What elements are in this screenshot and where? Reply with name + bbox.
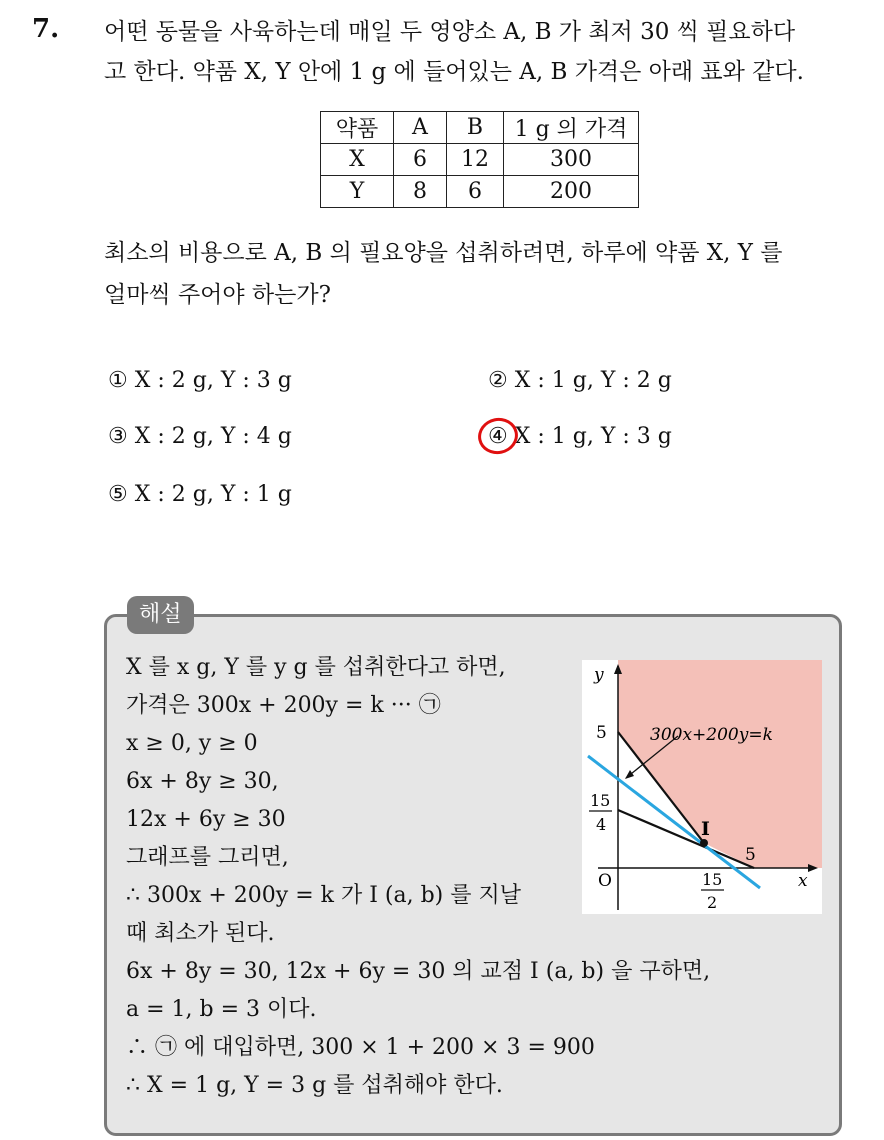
solution-line: 가격은 300x + 200y = k ··· ㉠ bbox=[126, 693, 441, 718]
origin-label: O bbox=[598, 871, 612, 891]
x-axis-label: x bbox=[798, 871, 808, 891]
choice-text: X : 1 g, Y : 3 g bbox=[514, 424, 672, 449]
question-number: 7. bbox=[32, 14, 60, 44]
question-continuation bbox=[104, 232, 864, 316]
y-tick-5: 5 bbox=[596, 723, 607, 743]
point-label: I bbox=[701, 818, 710, 840]
table-row bbox=[321, 144, 639, 176]
solution-line: 12x + 6y ≥ 30 bbox=[126, 807, 286, 832]
table-row bbox=[321, 176, 639, 208]
x-tick-5: 5 bbox=[745, 845, 756, 865]
table-cell: 300 bbox=[504, 144, 639, 176]
table-header: B bbox=[447, 112, 504, 144]
choice-5[interactable] bbox=[108, 482, 292, 507]
choice-text: X : 2 g, Y : 4 g bbox=[134, 424, 292, 449]
choice-number: ② bbox=[488, 368, 508, 393]
y-tick-frac-num: 15 bbox=[590, 791, 611, 810]
table-cell: X bbox=[321, 144, 394, 176]
choice-number: ⑤ bbox=[108, 482, 128, 507]
x-tick-frac-num: 15 bbox=[702, 870, 723, 889]
choice-text: X : 2 g, Y : 1 g bbox=[134, 482, 292, 507]
table-cell: 6 bbox=[447, 176, 504, 208]
x-tick-frac-den: 2 bbox=[707, 893, 718, 912]
solution-line: ∴ X = 1 g, Y = 3 g 를 섭취해야 한다. bbox=[126, 1073, 503, 1098]
question-text bbox=[104, 12, 864, 92]
question-line-1: 어떤 동물을 사육하는데 매일 두 영양소 A, B 가 최저 30 씩 필요하다 bbox=[104, 19, 796, 45]
y-tick-frac-den: 4 bbox=[596, 815, 607, 834]
question-line-4: 얼마씩 주어야 하는가? bbox=[104, 282, 331, 308]
solution-line: 그래프를 그리면, bbox=[126, 845, 289, 870]
question-line-3: 최소의 비용으로 A, B 의 필요양을 섭취하려면, 하루에 약품 X, Y 를 bbox=[104, 240, 783, 266]
cost-line-label: 300x+200y=k bbox=[650, 725, 773, 745]
answer-circle-mark bbox=[475, 414, 522, 458]
intersection-point bbox=[700, 839, 708, 847]
solution-line: 때 최소가 된다. bbox=[126, 921, 275, 946]
question-line-2: 고 한다. 약품 X, Y 안에 1 g 에 들어있는 A, B 가격은 아래 표와 같다. bbox=[104, 59, 804, 85]
solution-line: a = 1, b = 3 이다. bbox=[126, 997, 317, 1022]
choice-number: ① bbox=[108, 368, 128, 393]
choice-text: X : 2 g, Y : 3 g bbox=[134, 368, 292, 393]
solution-line: 6x + 8y = 30, 12x + 6y = 30 의 교점 I (a, b) 을 구하면, bbox=[126, 959, 711, 984]
table-cell: 6 bbox=[394, 144, 447, 176]
solution-line: 6x + 8y ≥ 30, bbox=[126, 769, 279, 794]
table-header-row bbox=[321, 112, 639, 144]
solution-line: ∴ 300x + 200y = k 가 I (a, b) 를 지날 bbox=[126, 883, 521, 908]
solution-tag: 해설 bbox=[127, 596, 194, 634]
table-cell: 8 bbox=[394, 176, 447, 208]
choice-number: ③ bbox=[108, 424, 128, 449]
solution-line: X 를 x g, Y 를 y g 를 섭취한다고 하면, bbox=[126, 655, 506, 680]
table-header: 1 g 의 가격 bbox=[504, 112, 639, 144]
table-header: 약품 bbox=[321, 112, 394, 144]
nutrient-table bbox=[320, 111, 639, 208]
choice-text: X : 1 g, Y : 2 g bbox=[514, 368, 672, 393]
table-cell: 12 bbox=[447, 144, 504, 176]
choice-3[interactable] bbox=[108, 424, 292, 449]
solution-line: ∴ ㉠ 에 대입하면, 300 × 1 + 200 × 3 = 900 bbox=[126, 1035, 595, 1060]
table-cell: Y bbox=[321, 176, 394, 208]
solution-line: x ≥ 0, y ≥ 0 bbox=[126, 731, 258, 756]
y-axis-label: y bbox=[594, 665, 604, 685]
choice-2[interactable] bbox=[488, 368, 672, 393]
choice-number: ④ bbox=[488, 424, 508, 449]
feasible-region-graph bbox=[582, 660, 822, 914]
table-header: A bbox=[394, 112, 447, 144]
choice-1[interactable] bbox=[108, 368, 292, 393]
table-cell: 200 bbox=[504, 176, 639, 208]
